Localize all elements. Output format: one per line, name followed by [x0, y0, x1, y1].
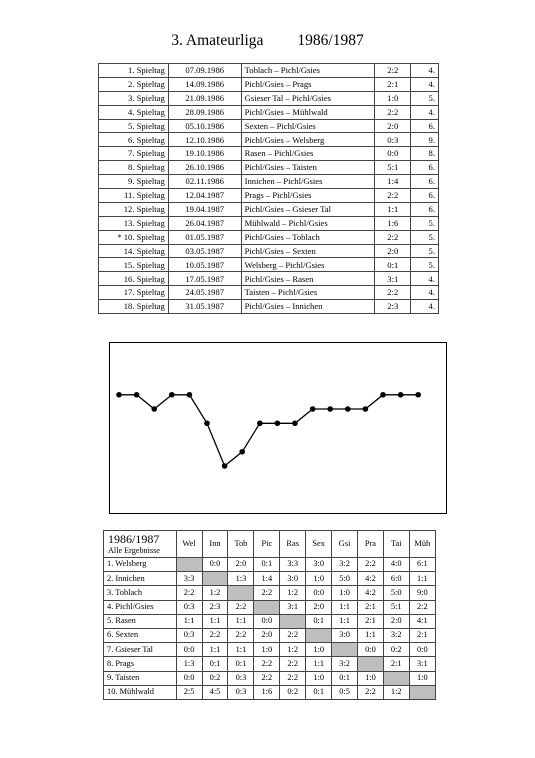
- schedule-row: [99, 272, 439, 286]
- match-date: 31.05.1987: [168, 300, 241, 314]
- schedule-row: [99, 258, 439, 272]
- matrix-result-cell: 0:3: [176, 600, 202, 614]
- matrix-result-cell: 5:0: [332, 572, 358, 586]
- matrix-result-cell: 1:0: [306, 643, 332, 657]
- match-score: 2:3: [375, 300, 411, 314]
- schedule-row: [99, 105, 439, 119]
- matrix-result-cell: 0:5: [332, 685, 358, 699]
- schedule-row: [99, 91, 439, 105]
- round-cell: [99, 272, 169, 286]
- position-point: [415, 392, 421, 398]
- matrix-result-cell: 1:1: [332, 600, 358, 614]
- matrix-row-label: 5. Rasen: [104, 614, 177, 628]
- match-score: 1:1: [375, 202, 411, 216]
- match-date: 17.05.1987: [168, 272, 241, 286]
- league-position: 4.: [411, 77, 439, 91]
- league-position: 8.: [411, 147, 439, 161]
- round-cell: [99, 147, 169, 161]
- league-position: 5.: [411, 244, 439, 258]
- round-label: 2. Spieltag: [128, 79, 165, 90]
- league-position: 5.: [411, 258, 439, 272]
- matrix-result-cell: 1:0: [332, 586, 358, 600]
- match-score: 5:1: [375, 161, 411, 175]
- matrix-result-cell: 2:2: [280, 657, 306, 671]
- round-cell: [99, 161, 169, 175]
- match-pairing: Rasen – Pichl/Gsies: [241, 147, 375, 161]
- position-point: [345, 406, 351, 412]
- schedule-row: [99, 202, 439, 216]
- match-score: 0:0: [375, 147, 411, 161]
- match-score: 3:1: [375, 272, 411, 286]
- position-point: [257, 420, 263, 426]
- matrix-result-cell: 4:2: [358, 586, 384, 600]
- matrix-result-cell: 3:0: [306, 558, 332, 572]
- round-label: 18. Spieltag: [123, 301, 165, 312]
- rescheduled-marker: *: [117, 231, 122, 242]
- matrix-column-header: Gsi: [332, 531, 358, 558]
- round-cell: [99, 230, 169, 244]
- matrix-column-header: Pic: [254, 531, 280, 558]
- matrix-result-cell: 3:3: [176, 572, 202, 586]
- matrix-result-cell: 3:1: [409, 657, 435, 671]
- matrix-result-cell: 0:1: [306, 614, 332, 628]
- season-label: 1986/1987: [297, 32, 364, 49]
- matrix-subtitle: Alle Ergebnisse: [108, 545, 160, 555]
- matrix-self-cell: [254, 600, 280, 614]
- league-name: 3. Amateurliga: [171, 32, 264, 49]
- match-date: 12.10.1986: [168, 133, 241, 147]
- matrix-result-cell: 2:1: [409, 628, 435, 642]
- match-date: 01.05.1987: [168, 230, 241, 244]
- position-point: [310, 406, 316, 412]
- matrix-result-cell: 0:3: [228, 685, 254, 699]
- match-pairing: Gsieser Tal – Pichl/Gsies: [241, 91, 375, 105]
- match-date: 10.05.1987: [168, 258, 241, 272]
- match-date: 03.05.1987: [168, 244, 241, 258]
- matrix-result-cell: 2:2: [176, 586, 202, 600]
- matrix-result-cell: 2:2: [254, 671, 280, 685]
- matrix-row-label: 7. Gsieser Tal: [104, 643, 177, 657]
- matrix-result-cell: 0:1: [332, 671, 358, 685]
- round-label: 14. Spieltag: [123, 245, 165, 256]
- round-cell: [99, 286, 169, 300]
- match-pairing: Pichl/Gsies – Gsieser Tal: [241, 202, 375, 216]
- round-cell: [99, 300, 169, 314]
- position-line: [119, 395, 418, 466]
- matrix-column-header: Wel: [176, 531, 202, 558]
- matrix-result-cell: 2:1: [383, 657, 409, 671]
- matrix-result-cell: 1:2: [280, 643, 306, 657]
- matrix-result-cell: 1:1: [358, 628, 384, 642]
- league-position: 5.: [411, 230, 439, 244]
- matrix-self-cell: [358, 657, 384, 671]
- matrix-result-cell: 2:3: [202, 600, 228, 614]
- league-position: 4.: [411, 105, 439, 119]
- matrix-result-cell: 3:2: [332, 558, 358, 572]
- league-position: 6.: [411, 202, 439, 216]
- matrix-column-header: Inn: [202, 531, 228, 558]
- matrix-row: [104, 586, 436, 600]
- matrix-result-cell: 1:0: [306, 671, 332, 685]
- match-score: 2:2: [375, 189, 411, 203]
- matrix-column-header: Tai: [383, 531, 409, 558]
- matrix-result-cell: 2:2: [280, 628, 306, 642]
- match-score: 2:1: [375, 77, 411, 91]
- round-label: 6. Spieltag: [128, 134, 165, 145]
- matrix-result-cell: 4:5: [202, 685, 228, 699]
- matrix-result-cell: 0:0: [202, 558, 228, 572]
- round-cell: [99, 105, 169, 119]
- matrix-result-cell: 0:1: [254, 558, 280, 572]
- league-position: 6.: [411, 161, 439, 175]
- matrix-column-header: Ras: [280, 531, 306, 558]
- matrix-result-cell: 0:3: [176, 628, 202, 642]
- match-pairing: Pichl/Gsies – Sexten: [241, 244, 375, 258]
- matrix-result-cell: 2:0: [306, 600, 332, 614]
- matrix-column-header: Müh: [409, 531, 435, 558]
- round-cell: [99, 64, 169, 78]
- matrix-result-cell: 1:1: [202, 614, 228, 628]
- matrix-result-cell: 0:0: [409, 643, 435, 657]
- schedule-row: [99, 286, 439, 300]
- matrix-result-cell: 6:1: [409, 558, 435, 572]
- matrix-result-cell: 2:2: [228, 628, 254, 642]
- round-cell: [99, 175, 169, 189]
- matrix-row-label: 10. Mühlwald: [104, 685, 177, 699]
- page-title: [0, 32, 535, 50]
- matrix-row: [104, 572, 436, 586]
- matrix-result-cell: 2:1: [358, 614, 384, 628]
- position-point: [222, 463, 228, 469]
- league-position: 6.: [411, 175, 439, 189]
- matrix-result-cell: 0:0: [306, 586, 332, 600]
- round-cell: [99, 202, 169, 216]
- matrix-result-cell: 1:3: [176, 657, 202, 671]
- match-score: 1:6: [375, 216, 411, 230]
- matrix-row-label: 9. Taisten: [104, 671, 177, 685]
- position-point: [134, 392, 140, 398]
- matrix-result-cell: 1:1: [332, 614, 358, 628]
- matrix-result-cell: 4:1: [409, 614, 435, 628]
- round-label: 4. Spieltag: [128, 106, 165, 117]
- position-point: [327, 406, 333, 412]
- match-date: 14.09.1986: [168, 77, 241, 91]
- matrix-result-cell: 2:2: [358, 558, 384, 572]
- matrix-result-cell: 2:2: [358, 685, 384, 699]
- match-score: 2:2: [375, 64, 411, 78]
- position-point: [169, 392, 175, 398]
- round-cell: [99, 133, 169, 147]
- match-pairing: Pichl/Gsies – Taisten: [241, 161, 375, 175]
- schedule-row: [99, 216, 439, 230]
- matrix-row-label: 8. Prags: [104, 657, 177, 671]
- match-score: 1:0: [375, 91, 411, 105]
- schedule-row: [99, 161, 439, 175]
- round-cell: [99, 258, 169, 272]
- matrix-result-cell: 1:0: [254, 643, 280, 657]
- match-date: 26.04.1987: [168, 216, 241, 230]
- matrix-result-cell: 1:3: [228, 572, 254, 586]
- matrix-row: [104, 685, 436, 699]
- matrix-result-cell: 1:1: [202, 643, 228, 657]
- matrix-row-label: 4. Pichl/Gsies: [104, 600, 177, 614]
- matrix-result-cell: 0:2: [280, 685, 306, 699]
- matrix-result-cell: 2:2: [254, 586, 280, 600]
- matrix-result-cell: 0:0: [358, 643, 384, 657]
- schedule-row: [99, 189, 439, 203]
- matrix-result-cell: 1:1: [306, 657, 332, 671]
- matrix-result-cell: 2:0: [254, 628, 280, 642]
- matrix-title: 1986/1987: [108, 531, 160, 546]
- matrix-result-cell: 0:1: [228, 657, 254, 671]
- matrix-result-cell: 2:2: [409, 600, 435, 614]
- matrix-result-cell: 3:0: [280, 572, 306, 586]
- matrix-result-cell: 3:1: [280, 600, 306, 614]
- match-date: 12.04.1987: [168, 189, 241, 203]
- match-date: 05.10.1986: [168, 119, 241, 133]
- round-label: 8. Spieltag: [128, 162, 165, 173]
- matrix-column-header: Tob: [228, 531, 254, 558]
- matrix-self-cell: [202, 572, 228, 586]
- round-cell: [99, 91, 169, 105]
- matrix-result-cell: 1:4: [254, 572, 280, 586]
- matrix-self-cell: [409, 685, 435, 699]
- position-point: [187, 392, 193, 398]
- matrix-result-cell: 1:2: [280, 586, 306, 600]
- schedule-row: [99, 147, 439, 161]
- matrix-result-cell: 3:3: [280, 558, 306, 572]
- position-point: [239, 449, 245, 455]
- schedule-row: [99, 119, 439, 133]
- match-pairing: Welsberg – Pichl/Gsies: [241, 258, 375, 272]
- matrix-result-cell: 2:2: [202, 628, 228, 642]
- schedule-row: [99, 175, 439, 189]
- league-position: 4.: [411, 286, 439, 300]
- match-pairing: Pichl/Gsies – Innichen: [241, 300, 375, 314]
- match-score: 2:2: [375, 286, 411, 300]
- matrix-result-cell: 1:6: [254, 685, 280, 699]
- round-label: 16. Spieltag: [123, 273, 165, 284]
- position-point: [116, 392, 122, 398]
- matrix-result-cell: 0:0: [176, 671, 202, 685]
- matrix-result-cell: 2:5: [176, 685, 202, 699]
- chart-frame: [110, 343, 447, 514]
- round-cell: [99, 216, 169, 230]
- position-point: [398, 392, 404, 398]
- league-position: 4.: [411, 272, 439, 286]
- matrix-result-cell: 6:0: [383, 572, 409, 586]
- matrix-result-cell: 2:2: [228, 600, 254, 614]
- matrix-row-label: 1. Welsberg: [104, 558, 177, 572]
- round-label: 5. Spieltag: [128, 120, 165, 131]
- match-date: 21.09.1986: [168, 91, 241, 105]
- match-date: 07.09.1986: [168, 64, 241, 78]
- match-pairing: Mühlwald – Pichl/Gsies: [241, 216, 375, 230]
- league-position: 9.: [411, 133, 439, 147]
- position-point: [380, 392, 386, 398]
- match-date: 02.11.1986: [168, 175, 241, 189]
- match-pairing: Innichen – Pichl/Gsies: [241, 175, 375, 189]
- league-position: 6.: [411, 119, 439, 133]
- match-pairing: Pichl/Gsies – Toblach: [241, 230, 375, 244]
- matrix-result-cell: 1:1: [228, 614, 254, 628]
- matrix-result-cell: 2:0: [383, 614, 409, 628]
- matrix-row-label: 3. Toblach: [104, 586, 177, 600]
- matrix-column-header: Sex: [306, 531, 332, 558]
- schedule-row: [99, 64, 439, 78]
- round-label: 7. Spieltag: [128, 148, 165, 159]
- matrix-result-cell: 1:1: [228, 643, 254, 657]
- round-label: 9. Spieltag: [128, 176, 165, 187]
- matrix-result-cell: 2:1: [358, 600, 384, 614]
- matrix-self-cell: [306, 628, 332, 642]
- round-cell: [99, 244, 169, 258]
- league-position: 4.: [411, 64, 439, 78]
- matrix-row: [104, 558, 436, 572]
- matrix-row: [104, 671, 436, 685]
- match-date: 26.10.1986: [168, 161, 241, 175]
- matrix-result-cell: 5:0: [383, 586, 409, 600]
- position-point: [363, 406, 369, 412]
- schedule-row: [99, 133, 439, 147]
- matrix-result-cell: 2:2: [280, 671, 306, 685]
- matrix-result-cell: 0:1: [306, 685, 332, 699]
- matrix-column-header: Pra: [358, 531, 384, 558]
- match-pairing: Sexten – Pichl/Gsies: [241, 119, 375, 133]
- schedule-row: [99, 230, 439, 244]
- match-pairing: Pichl/Gsies – Welsberg: [241, 133, 375, 147]
- round-label: 3. Spieltag: [128, 92, 165, 103]
- round-cell: [99, 77, 169, 91]
- results-matrix: [103, 530, 436, 700]
- round-cell: [99, 189, 169, 203]
- matrix-self-cell: [176, 558, 202, 572]
- matrix-result-cell: 4:2: [358, 572, 384, 586]
- round-label: 13. Spieltag: [123, 217, 165, 228]
- position-point: [292, 420, 298, 426]
- match-date: 24.05.1987: [168, 286, 241, 300]
- schedule-row: [99, 300, 439, 314]
- matrix-corner: [104, 531, 177, 558]
- match-pairing: Pichl/Gsies – Prags: [241, 77, 375, 91]
- matrix-row: [104, 614, 436, 628]
- position-point: [151, 406, 157, 412]
- matrix-result-cell: 0:0: [254, 614, 280, 628]
- matrix-result-cell: 0:1: [202, 657, 228, 671]
- match-pairing: Prags – Pichl/Gsies: [241, 189, 375, 203]
- match-date: 28.09.1986: [168, 105, 241, 119]
- match-date: 19.04.1987: [168, 202, 241, 216]
- matrix-result-cell: 1:0: [409, 671, 435, 685]
- match-score: 2:0: [375, 244, 411, 258]
- matrix-row-label: 2. Innichen: [104, 572, 177, 586]
- matrix-result-cell: 0:2: [202, 671, 228, 685]
- match-score: 2:2: [375, 230, 411, 244]
- round-label: 12. Spieltag: [123, 204, 165, 215]
- match-score: 1:4: [375, 175, 411, 189]
- matrix-row-label: 6. Sexten: [104, 628, 177, 642]
- matrix-result-cell: 0:2: [383, 643, 409, 657]
- matrix-row: [104, 657, 436, 671]
- matrix-result-cell: 2:2: [254, 657, 280, 671]
- match-pairing: Pichl/Gsies – Rasen: [241, 272, 375, 286]
- matrix-result-cell: 0:3: [228, 671, 254, 685]
- matrix-result-cell: 1:1: [176, 614, 202, 628]
- match-score: 0:1: [375, 258, 411, 272]
- round-cell: [99, 119, 169, 133]
- matrix-result-cell: 9:0: [409, 586, 435, 600]
- match-score: 2:2: [375, 105, 411, 119]
- matrix-result-cell: 5:1: [383, 600, 409, 614]
- position-point: [204, 420, 210, 426]
- league-position: 6.: [411, 189, 439, 203]
- matrix-result-cell: 1:2: [383, 685, 409, 699]
- matrix-result-cell: 4:0: [383, 558, 409, 572]
- matrix-result-cell: 2:0: [228, 558, 254, 572]
- matrix-self-cell: [280, 614, 306, 628]
- schedule-row: [99, 77, 439, 91]
- matrix-row: [104, 643, 436, 657]
- matrix-header-row: [104, 531, 436, 558]
- matrix-self-cell: [228, 586, 254, 600]
- matrix-result-cell: 1:1: [409, 572, 435, 586]
- league-position: 4.: [411, 300, 439, 314]
- round-label: 10. Spieltag: [123, 231, 165, 242]
- match-pairing: Taisten – Pichl/Gsies: [241, 286, 375, 300]
- match-score: 2:0: [375, 119, 411, 133]
- league-position-chart: [109, 342, 447, 514]
- round-label: 1. Spieltag: [128, 65, 165, 76]
- league-position: 5.: [411, 216, 439, 230]
- match-schedule-table: [98, 63, 439, 314]
- matrix-result-cell: 1:0: [358, 671, 384, 685]
- matrix-row: [104, 600, 436, 614]
- matrix-result-cell: 3:2: [383, 628, 409, 642]
- match-score: 0:3: [375, 133, 411, 147]
- round-label: 11. Spieltag: [124, 190, 165, 201]
- match-pairing: Pichl/Gsies – Mühlwald: [241, 105, 375, 119]
- schedule-row: [99, 244, 439, 258]
- matrix-result-cell: 3:2: [332, 657, 358, 671]
- matrix-result-cell: 3:0: [332, 628, 358, 642]
- round-label: 15. Spieltag: [123, 259, 165, 270]
- matrix-self-cell: [383, 671, 409, 685]
- round-label: 17. Spieltag: [123, 287, 165, 298]
- match-pairing: Toblach – Pichl/Gsies: [241, 64, 375, 78]
- position-point: [275, 420, 281, 426]
- league-position: 5.: [411, 91, 439, 105]
- matrix-row: [104, 628, 436, 642]
- matrix-result-cell: 1:0: [306, 572, 332, 586]
- matrix-result-cell: 0:0: [176, 643, 202, 657]
- matrix-self-cell: [332, 643, 358, 657]
- matrix-result-cell: 1:2: [202, 586, 228, 600]
- match-date: 19.10.1986: [168, 147, 241, 161]
